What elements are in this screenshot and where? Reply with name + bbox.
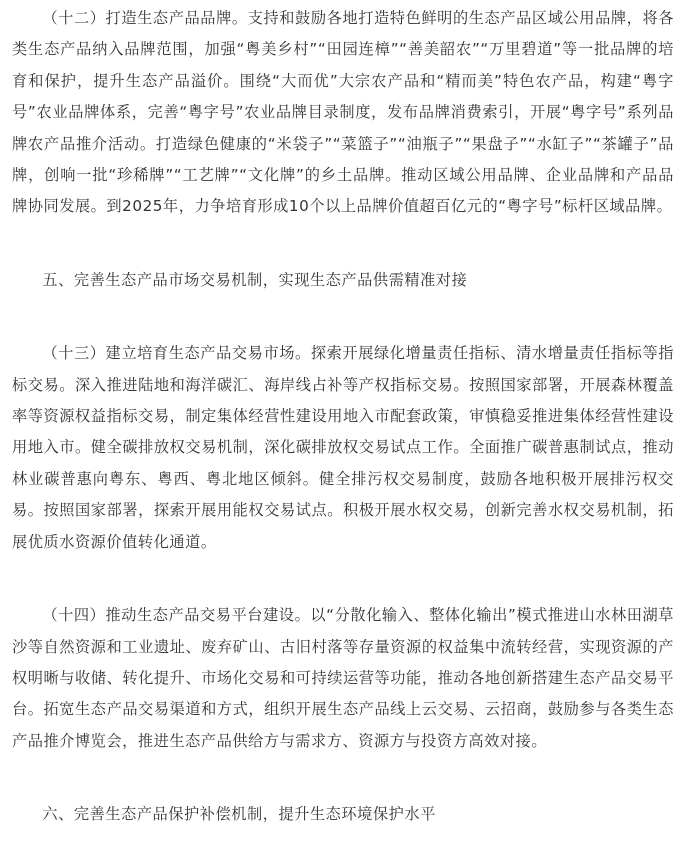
spacer [12,296,674,338]
paragraph-13-trading-market: （十三）建立培育生态产品交易市场。探索开展绿化增量责任指标、清水增量责任指标等指标交易。深入推进陆地和海洋碳汇、海岸线占补等产权指标交易。按照国家部署，开展森林覆盖率等资源权益指标交易，制定集体经营性建设用地入市配套政策，审慎稳妥推进集体经营性建设用地入市。健全碳排放权交易机制，深化碳排放权交易试点工作。全面推广碳普惠制试点，推动林业碳普惠向粤东、粤西、粤北地区倾斜。健全排污权交易制度，鼓励各地积极开展排污权交易。按照国家部署，探索开展用能权交易试点。积极开展水权交易，创新完善水权交易机制，拓展优质水资源价值转化通道。 [12,344,674,551]
section-heading-6: 六、完善生态产品保护补偿机制，提升生态环境保护水平 [42,805,436,824]
spacer [12,223,674,265]
section-heading-5: 五、完善生态产品市场交易机制，实现生态产品供需精准对接 [42,270,468,289]
spacer [12,558,674,600]
paragraph-14-trading-platform: （十四）推动生态产品交易平台建设。以“分散化输入、整体化输出”模式推进山水林田湖草沙等自然资源和工业遗址、废弃矿山、古旧村落等存量资源的权益集中流转经营，实现资源的产权明晰与收储、转化提升、市场化交易和可持续运营等功能，推动各地创新搭建生态产品交易平台。拓宽生态产品交易渠道和方式，组织开展生态产品线上云交易、云招商，鼓励参与各类生态产品推介博览会，推进生态产品供给方与需求方、资源方与投资方高效对接。 [12,606,674,750]
spacer [12,757,674,799]
paragraph-12-brand-building: （十二）打造生态产品品牌。支持和鼓励各地打造特色鲜明的生态产品区域公用品牌，将各类生态产品纳入品牌范围，加强“粤美乡村”“田园连樟”“善美韶农”“万里碧道”等一批品牌的培育和保护，提升生态产品溢价。围绕“大而优”大宗农产品和“精而美”特色农产品，构建“粤字号”农业品牌体系，完善“粤字号”农业品牌目录制度，发布品牌消费索引，开展“粤字号”系列品牌农产品推介活动。打造绿色健康的“米袋子”“菜篮子”“油瓶子”“果盘子”“水缸子”“茶罐子”品牌，创响一批“珍稀牌”“工艺牌”“文化牌”的乡土品牌。推动区域公用品牌、企业品牌和产品品牌协同发展。到2025年，力争培育形成10个以上品牌价值超百亿元的“粤字号”标杆区域品牌。 [12,9,674,216]
